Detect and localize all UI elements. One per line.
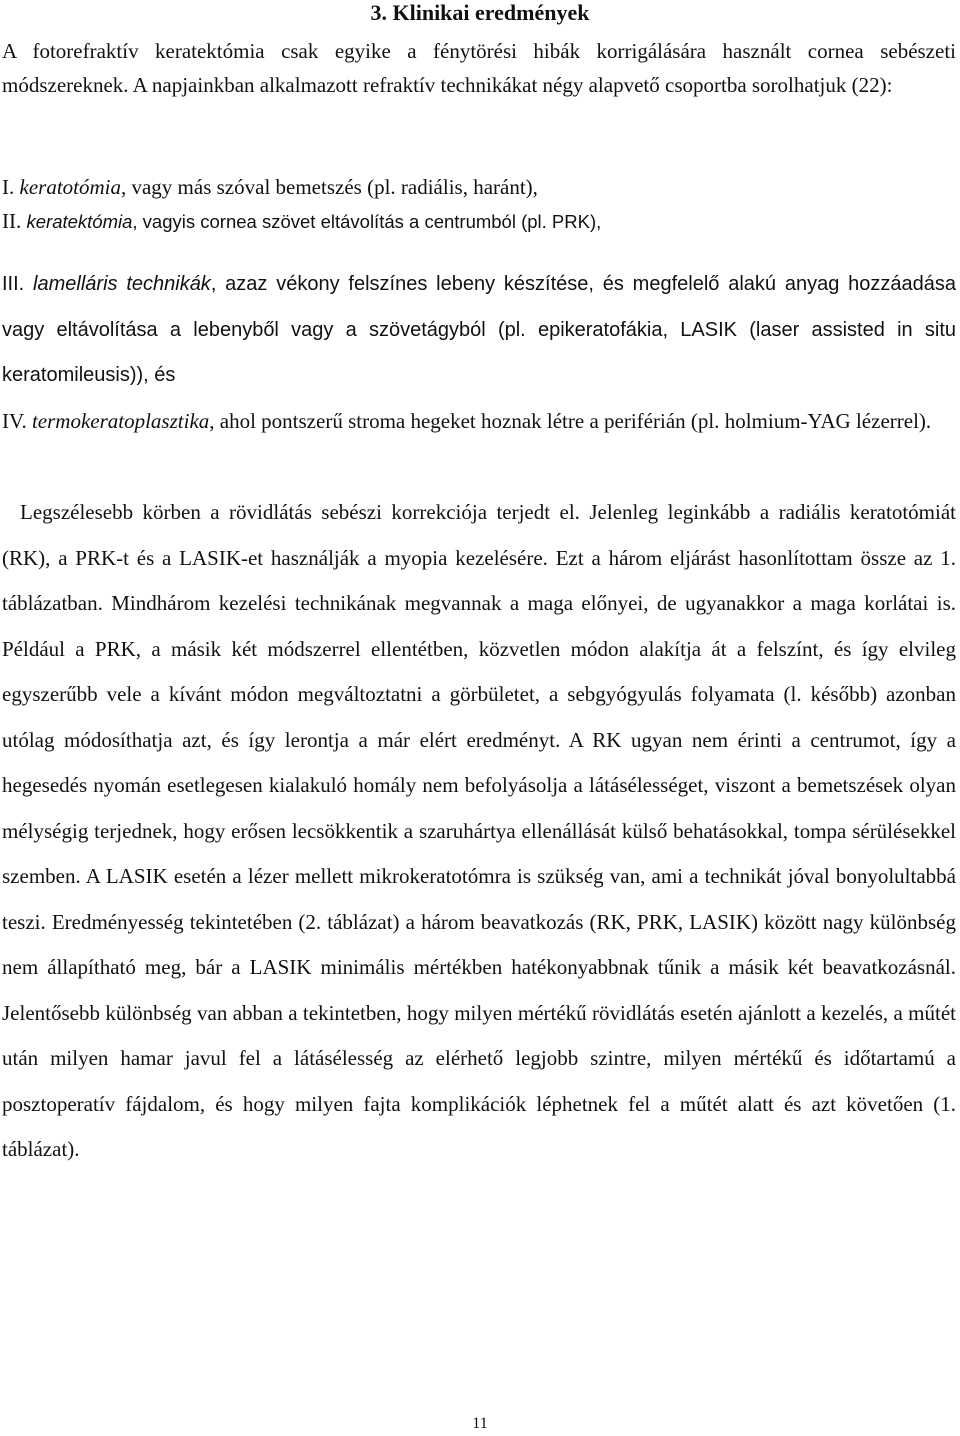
technique-list-long	[2, 262, 956, 444]
list-term: keratektómia	[26, 211, 133, 232]
list-number: IV.	[2, 408, 27, 433]
list-item-1	[2, 170, 956, 204]
page-number: 11	[472, 1415, 488, 1432]
list-item-2	[2, 204, 956, 239]
list-term: lamelláris technikák	[33, 273, 211, 295]
list-number: I.	[2, 175, 15, 199]
body-paragraph: Legszélesebb körben a rövidlátás sebészi korrekciója terjedt el. Jelenleg leginkább a radiális keratotómiát (RK), a PRK-t és a LASIK-et használják a myopia kezelésére. Ezt a három eljárást hasonlítottam össze az 1. táblázatban. Mindhárom kezelési technikának megvannak a maga előnyei, de ugyanakkor a maga korlátai is. Például a PRK, a másik két módszerrel ellentétben, közvetlen módon alakítja át a felszínt, és így elvileg egyszerűbb vele a kívánt módon megváltoztatni a görbületet, a sebgyógyulás folyamata (l. később) azonban utólag módosíthatja azt, és így lerontja a már elért eredményt. A RK ugyan nem érinti a centrumot, így a hegesedés nyomán esetlegesen kialakuló homály nem befolyásolja a látásélességet, viszont a bemetszések olyan mélységig terjednek, hogy erősen lecsökkentik a szaruhártya ellenállását külső behatásokkal, tompa sérülésekkel szemben. A LASIK esetén a lézer mellett mikrokeratotómra is szükség van, ami a technikát jóval bonyolultabbá teszi. Eredményesség tekintetében (2. táblázat) a három beavatkozás (RK, PRK, LASIK) között nagy különbség nem állapítható meg, bár a LASIK minimális mértékben hatékonyabbnak tűnik a másik két beavatkozásnál. Jelentősebb különbség van abban a tekintetben, hogy milyen mértékű rövidlátás esetén ajánlott a kezelés, a műtét után milyen hamar javul fel a látásélesség az elérhető legjobb szintre, milyen mértékű és időtartamú a posztoperatív fájdalom, és hogy milyen fajta komplikációk léphetnek fel a műtét alatt és azt követően (1. táblázat).	[2, 500, 956, 1161]
list-text: , vagyis cornea szövet eltávolítás a centrumból (pl. PRK),	[132, 211, 602, 232]
section-heading: 3. Klinikai eredmények	[370, 0, 590, 25]
list-number: III.	[2, 273, 25, 295]
list-term: keratotómia	[19, 175, 121, 199]
list-term: termokeratoplasztika	[31, 408, 210, 433]
list-text: , ahol pontszerű stroma hegeket hoznak létre a periférián (pl. holmium-YAG lézerrel).	[209, 408, 932, 433]
list-text: , azaz vékony felszínes lebeny készítése, és megfelelő alakú anyag hozzáadása vagy eltávolítása a lebenyből vagy a szövetágyból (pl. epikeratofákia, LASIK (laser assisted in situ keratomileusis)), és	[2, 273, 956, 386]
list-item-3	[2, 262, 956, 399]
list-item-4	[2, 399, 956, 445]
list-text: , vagy más szóval bemetszés (pl. radiális, haránt),	[120, 175, 538, 199]
list-number: II.	[2, 209, 22, 233]
intro-paragraph: A fotorefraktív keratektómia csak egyike a fénytörési hibák korrigálására használt cornea sebészeti módszereknek. A napjainkban alkalmazott refraktív technikákat négy alapvető csoportba sorolhatjuk (22):	[2, 39, 956, 97]
technique-list-short	[2, 170, 956, 239]
